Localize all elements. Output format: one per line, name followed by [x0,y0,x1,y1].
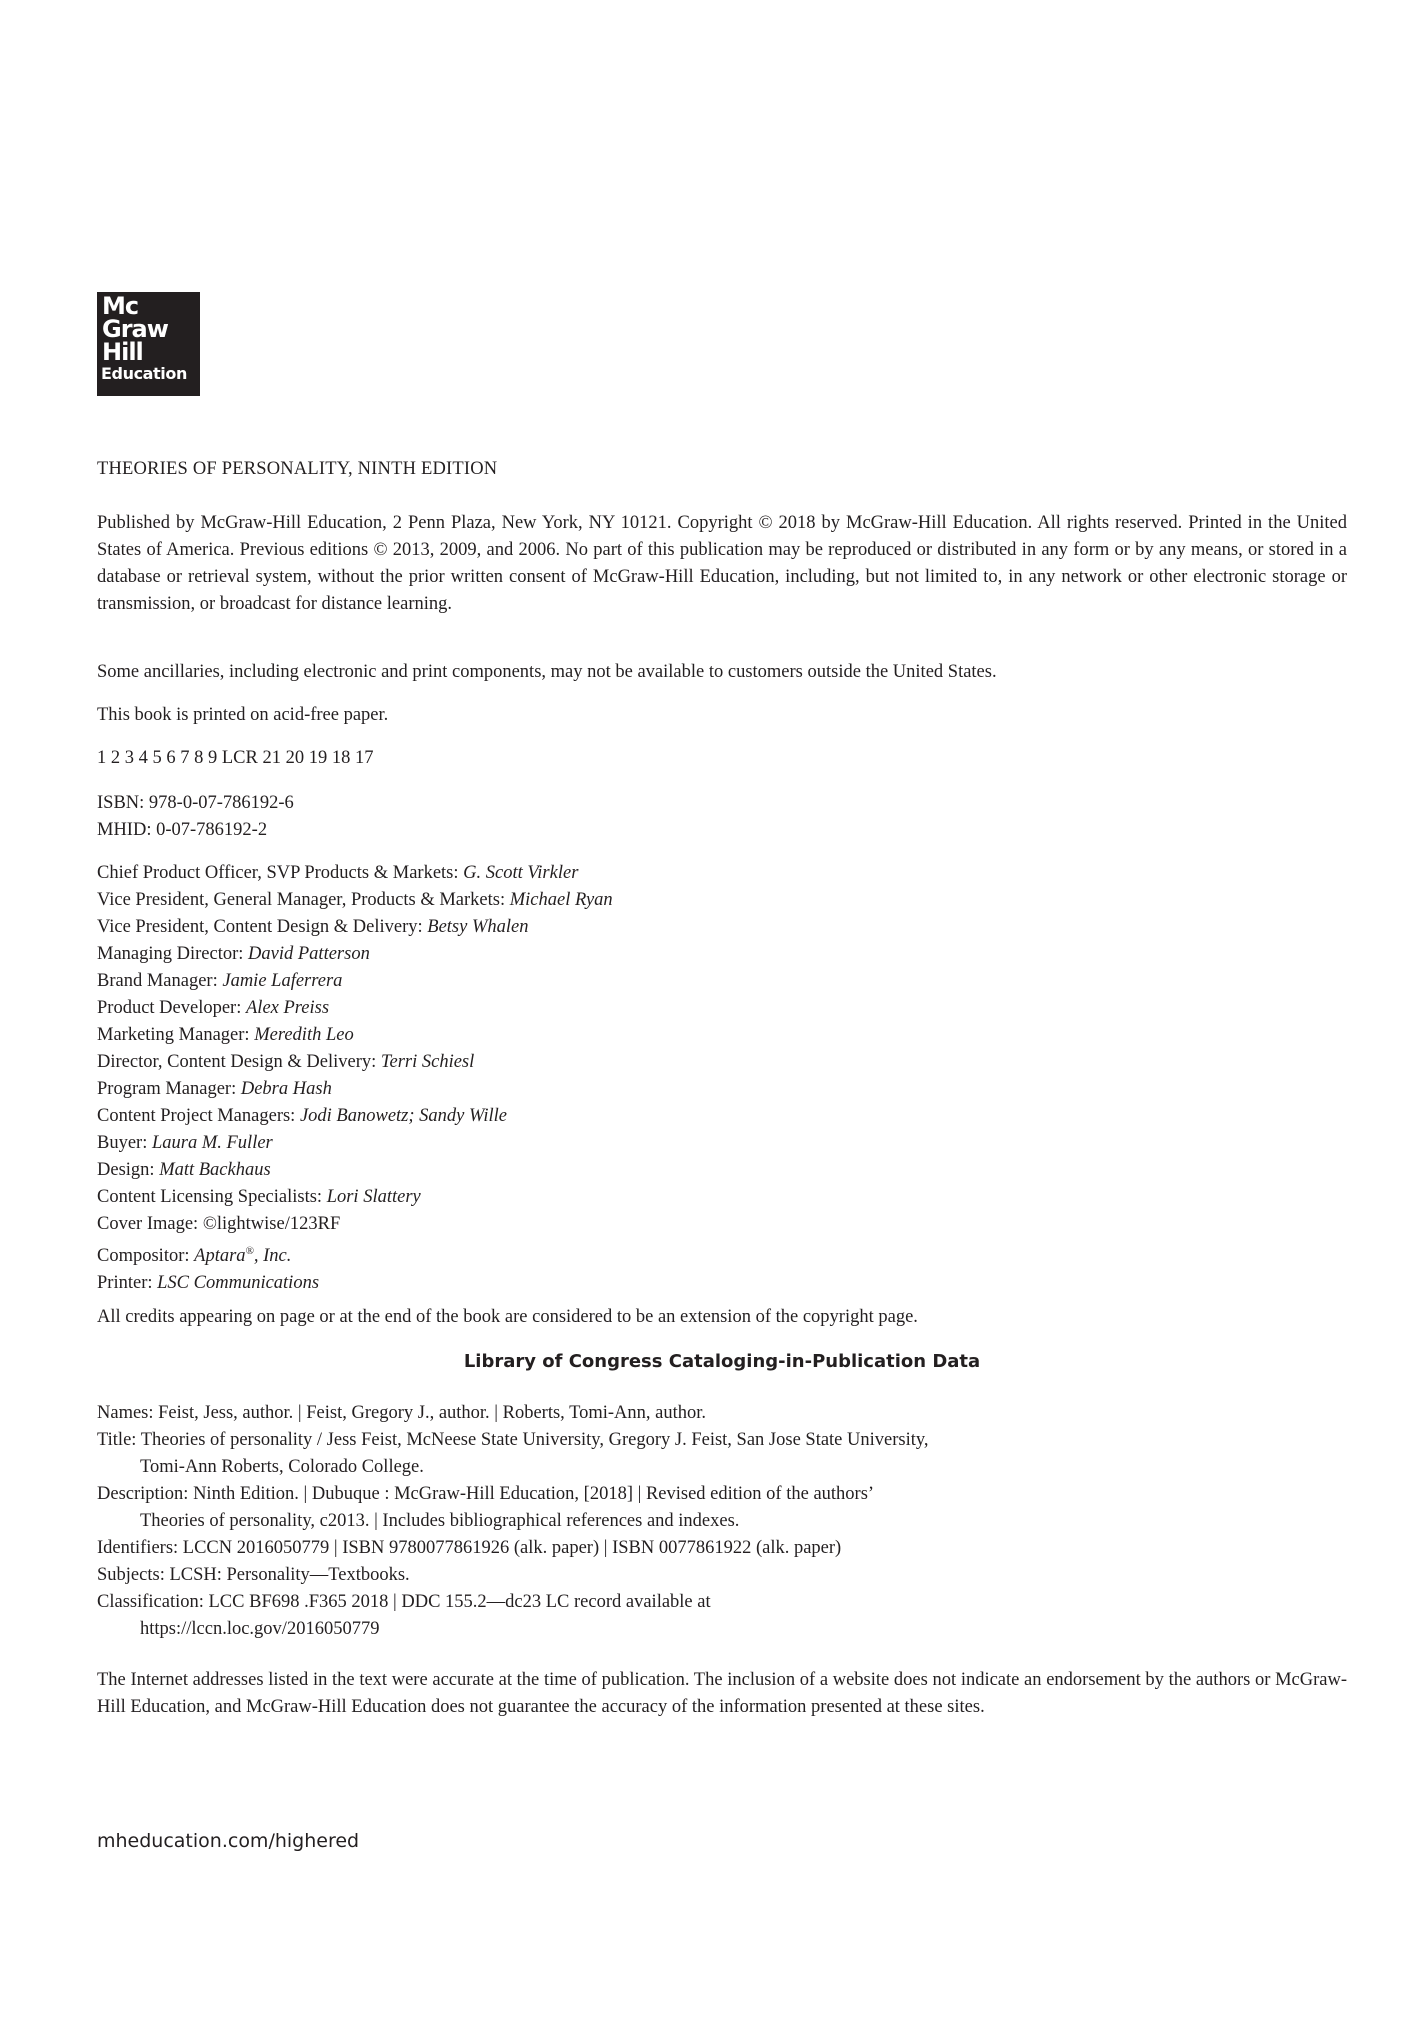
ancillaries-note: Some ancillaries, including electronic and print components, may not be available to customers outside the United States. [97,662,997,682]
mhid: MHID: 0-07-786192-2 [97,820,268,840]
logo-line-2: Graw [102,315,168,343]
credit-name: Alex Preiss [246,998,330,1018]
credit-role: Buyer: [97,1133,152,1153]
logo-line-4: Education [101,364,187,383]
credit-role: Vice President, Content Design & Delivery: [97,917,428,937]
credit-name: LSC Communications [157,1273,320,1294]
footer-url: mheducation.com/highered [97,1830,360,1852]
cip-classification: Classification: LCC BF698 .F365 2018 | DDC 155.2—dc23 LC record available at [97,1592,711,1612]
credit-role: Director, Content Design & Delivery: [97,1052,381,1072]
credit-name: Lori Slattery [326,1187,421,1207]
credit-row [97,1157,1347,1184]
credit-row [97,1184,1347,1211]
credit-name: Matt Backhaus [159,1160,271,1180]
credit-row [97,1103,1347,1130]
credit-role: Cover Image: ©lightwise/123RF [97,1214,341,1234]
credit-role: Marketing Manager: [97,1025,255,1045]
cip-block [97,1400,1347,1643]
credit-role: Vice President, General Manager, Products & Markets: [97,890,510,910]
credit-row [97,968,1347,995]
credit-row [97,995,1347,1022]
cip-title-continued: Tomi-Ann Roberts, Colorado College. [140,1457,424,1477]
credits-note: All credits appearing on page or at the end of the book are considered to be an extension of the copyright page. [97,1307,918,1327]
credit-name: Betsy Whalen [427,917,529,937]
credit-row [97,941,1347,968]
credit-row [97,1022,1347,1049]
logo-line-1: Mc [102,292,139,320]
cip-identifiers: Identifiers: LCCN 2016050779 | ISBN 9780077861926 (alk. paper) | ISBN 0077861922 (alk. paper) [97,1538,842,1558]
credit-name: Aptara®, Inc. [194,1245,292,1267]
cip-subjects: Subjects: LCSH: Personality—Textbooks. [97,1565,410,1585]
credit-name: G. Scott Virkler [463,863,579,883]
credit-role: Compositor: [97,1246,195,1267]
credit-row [97,1211,1347,1238]
cip-classification-url: https://lccn.loc.gov/2016050779 [140,1619,380,1639]
credit-row [97,1270,1347,1297]
credit-row [97,1076,1347,1103]
isbn: ISBN: 978-0-07-786192-6 [97,793,294,813]
printing-line: 1 2 3 4 5 6 7 8 9 LCR 21 20 19 18 17 [97,748,374,768]
logo-line-3: Hill [102,338,143,366]
cip-description: Description: Ninth Edition. | Dubuque : McGraw-Hill Education, [2018] | Revised edition of the authors’ [97,1484,875,1504]
credit-name: Terri Schiesl [380,1052,475,1072]
credit-name: Debra Hash [240,1079,332,1099]
credit-role: Program Manager: [97,1079,241,1099]
credit-name: Laura M. Fuller [151,1133,273,1153]
copyright-paragraph [97,510,1347,618]
credit-name: Michael Ryan [509,890,613,910]
credit-row [97,914,1347,941]
cip-heading: Library of Congress Cataloging-in-Publication Data [463,1351,981,1372]
cip-names: Names: Feist, Jess, author. | Feist, Gregory J., author. | Roberts, Tomi-Ann, author. [97,1403,707,1423]
credit-role: Content Project Managers: [97,1106,300,1126]
credit-role: Printer: [97,1273,158,1294]
cip-title: Title: Theories of personality / Jess Feist, McNeese State University, Gregory J. Feist, San Jose State University, [97,1430,929,1450]
credit-row [97,860,1347,887]
credit-role: Brand Manager: [97,971,223,991]
copyright-text: Published by McGraw-Hill Education, 2 Penn Plaza, New York, NY 10121. Copyright © 2018 by McGraw-Hill Education. All rights reserved. Printed in the United States of America. Previous editions © 2013, 2009, and 2006. No part of this publication may be reproduced or distributed in any form or by any means, or stored in a database or retrieval system, without the prior written consent of McGraw-Hill Education, including, but not limited to, in any network or other electronic storage or transmission, or broadcast for distance learning. [97,513,1347,614]
paper-note: This book is printed on acid-free paper. [97,705,389,725]
credits-list [97,860,1347,1297]
book-title: THEORIES OF PERSONALITY, NINTH EDITION [97,459,498,479]
credit-name: David Patterson [248,944,370,964]
credit-name: Meredith Leo [254,1025,354,1045]
credit-role: Content Licensing Specialists: [97,1187,327,1207]
credit-role: Design: [97,1160,160,1180]
cip-description-continued: Theories of personality, c2013. | Includes bibliographical references and indexes. [140,1511,740,1531]
publisher-logo [97,292,200,396]
credit-row [97,887,1347,914]
credit-row [97,1049,1347,1076]
copyright-page [97,0,1347,2028]
credit-role: Chief Product Officer, SVP Products & Markets: [97,863,464,883]
credit-name: Jamie Laferrera [222,971,343,991]
internet-note-text: The Internet addresses listed in the text were accurate at the time of publication. The inclusion of a website does not indicate an endorsement by the authors or McGraw-Hill Education, and McGraw-Hill Education does not guarantee the accuracy of the information presented at these sites. [97,1670,1347,1717]
credit-name: Jodi Banowetz; Sandy Wille [299,1106,508,1126]
identifiers-block [97,790,1347,844]
credit-row [97,1238,1347,1270]
internet-note [97,1667,1347,1721]
credit-row [97,1130,1347,1157]
credit-role: Managing Director: [97,944,249,964]
credit-role: Product Developer: [97,998,246,1018]
